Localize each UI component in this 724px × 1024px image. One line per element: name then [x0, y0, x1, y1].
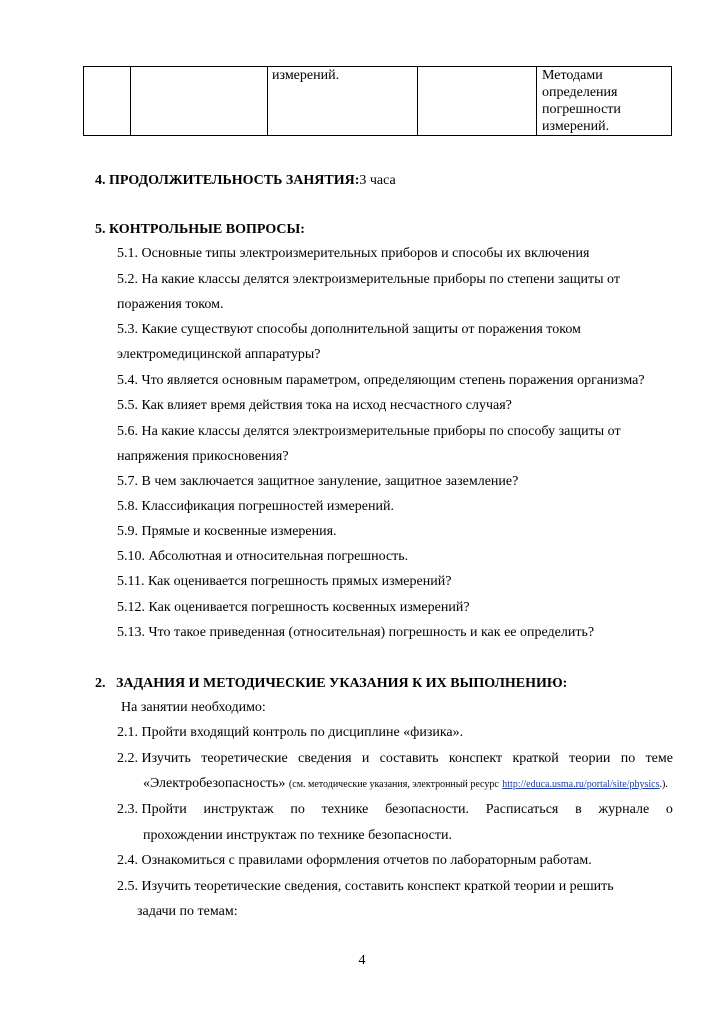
task-topic: «Электробезопасность» — [143, 776, 286, 791]
question-line: 5.3. Какие существуют способы дополнительной защиты от поражения током — [117, 322, 581, 337]
task-word: инструктаж — [203, 802, 274, 817]
task-item — [117, 802, 673, 818]
task-word: Расписаться — [485, 802, 559, 817]
table-cell — [418, 67, 537, 136]
question-line: 5.13. Что такое приведенная (относительная) погрешность и как ее определить? — [117, 625, 595, 640]
table-cell — [131, 67, 268, 136]
task-item: 2.4. Ознакомиться с правилами оформления отчетов по лабораторным работам. — [117, 853, 592, 868]
task-word: конспект — [448, 751, 503, 766]
table-row — [84, 67, 672, 136]
section-5-title: 5. КОНТРОЛЬНЫЕ ВОПРОСЫ: — [95, 222, 305, 237]
table-cell-line: погрешности — [542, 102, 621, 117]
task-word: о — [665, 802, 673, 817]
question-line: напряжения прикосновения? — [117, 449, 289, 464]
table-cell — [84, 67, 131, 136]
question-line: 5.2. На какие классы делятся электроизмерительные приборы по степени защиты от — [117, 272, 620, 287]
task-word: журнале — [598, 802, 650, 817]
table-cell-text: измерений. — [272, 68, 340, 83]
task-item — [117, 751, 673, 767]
task-word: теме — [645, 751, 673, 766]
task-item-continuation — [143, 776, 668, 792]
task-word: краткой — [512, 751, 559, 766]
section-4-value: 3 часа — [359, 173, 396, 188]
question-line: 5.5. Как влияет время действия тока на исход несчастного случая? — [117, 398, 512, 413]
question-line: 5.9. Прямые и косвенные измерения. — [117, 524, 337, 539]
section-4-heading — [95, 173, 396, 189]
table-cell-line: измерений. — [542, 119, 610, 134]
continuation-table — [83, 66, 672, 136]
task-word: безопасности. — [385, 802, 469, 817]
question-line: 5.1. Основные типы электроизмерительных приборов и способы их включения — [117, 246, 590, 261]
question-line: 5.7. В чем заключается защитное зануление, защитное заземление? — [117, 474, 519, 489]
question-line: 5.10. Абсолютная и относительная погрешность. — [117, 549, 409, 564]
task-item: 2.1. Пройти входящий контроль по дисциплине «физика». — [117, 725, 464, 740]
question-line: 5.6. На какие классы делятся электроизмерительные приборы по способу защиты от — [117, 424, 621, 439]
task-word: составить — [379, 751, 439, 766]
question-line: электромедицинской аппаратуры? — [117, 347, 321, 362]
table-cell — [268, 67, 418, 136]
section-2-title: 2. ЗАДАНИЯ И МЕТОДИЧЕСКИЕ УКАЗАНИЯ К ИХ ВЫПОЛНЕНИЮ: — [95, 676, 568, 691]
question-line: поражения током. — [117, 297, 224, 312]
task-note-end: .). — [659, 779, 668, 790]
question-line: 5.8. Классификация погрешностей измерений. — [117, 499, 394, 514]
table-cell-line: определения — [542, 85, 618, 100]
table-cell-line: Методами — [542, 68, 603, 83]
task-item-continuation: прохождении инструктаж по технике безопасности. — [143, 828, 452, 843]
question-line: 5.4. Что является основным параметром, определяющим степень поражения организма? — [117, 373, 645, 388]
task-word: по — [620, 751, 636, 766]
task-word: 2.3. Пройти — [117, 802, 187, 817]
task-word: и — [361, 751, 370, 766]
tasks-intro: На занятии необходимо: — [121, 700, 266, 715]
task-note: (см. методические указания, электронный ресурс — [288, 779, 499, 790]
question-line: 5.11. Как оценивается погрешность прямых измерений? — [117, 574, 452, 589]
task-word: технике — [321, 802, 369, 817]
task-word: по — [290, 802, 305, 817]
page-number: 4 — [358, 953, 366, 968]
question-line: 5.12. Как оценивается погрешность косвенных измерений? — [117, 600, 470, 615]
task-word: сведения — [298, 751, 352, 766]
task-item-continuation: задачи по темам: — [137, 904, 238, 919]
task-item: 2.5. Изучить теоретические сведения, составить конспект краткой теории и решить — [117, 879, 614, 894]
task-word: в — [575, 802, 582, 817]
section-4-title: 4. ПРОДОЛЖИТЕЛЬНОСТЬ ЗАНЯТИЯ: — [95, 173, 360, 188]
table-cell — [537, 67, 672, 136]
task-word: теоретические — [201, 751, 288, 766]
task-word: 2.2. Изучить — [117, 751, 191, 766]
resource-link[interactable]: http://educa.usma.ru/portal/site/physics — [502, 779, 660, 790]
task-word: теории — [569, 751, 611, 766]
